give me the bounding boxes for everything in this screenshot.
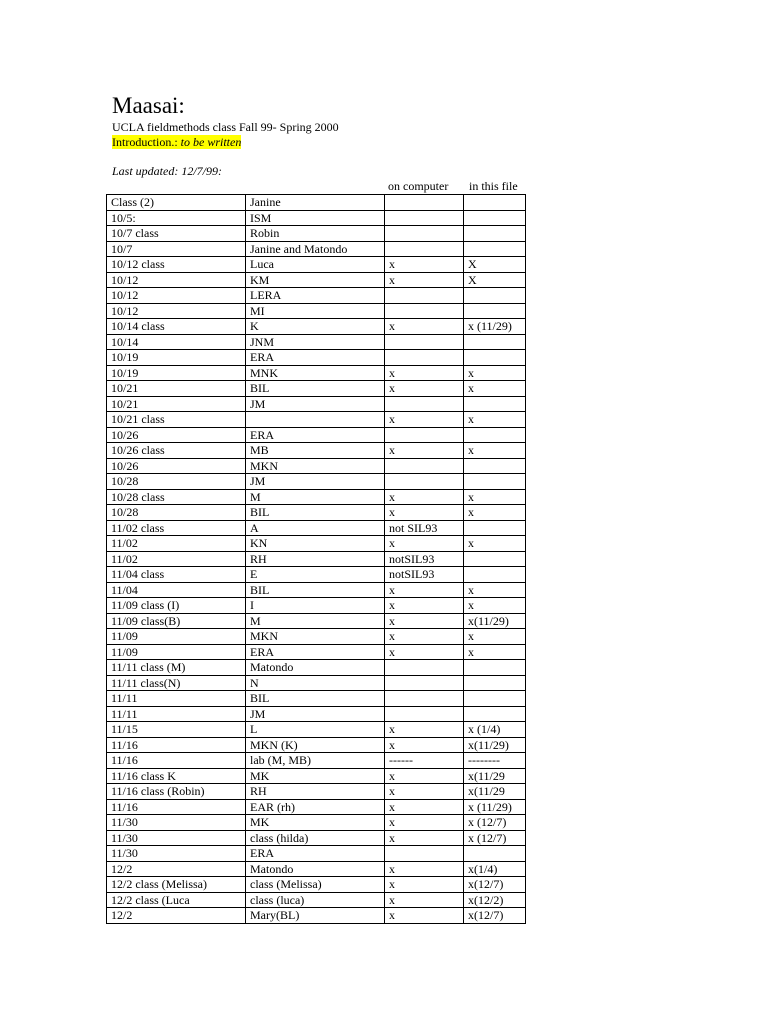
table-row	[107, 381, 526, 397]
in-this-file-cell: --------	[464, 753, 526, 769]
table-row	[107, 396, 526, 412]
date-cell: 11/11 class (M)	[107, 660, 246, 676]
in-this-file-cell	[464, 567, 526, 583]
speaker-cell: class (luca)	[246, 892, 385, 908]
speaker-cell: RH	[246, 784, 385, 800]
on-computer-cell: x	[385, 830, 464, 846]
on-computer-cell: x	[385, 582, 464, 598]
on-computer-cell: x	[385, 861, 464, 877]
on-computer-cell	[385, 846, 464, 862]
table-row	[107, 350, 526, 366]
on-computer-cell	[385, 303, 464, 319]
on-computer-cell	[385, 195, 464, 211]
in-this-file-cell	[464, 195, 526, 211]
in-this-file-cell: x	[464, 598, 526, 614]
speaker-cell: JM	[246, 474, 385, 490]
in-this-file-cell: x(11/29	[464, 768, 526, 784]
speaker-cell: KM	[246, 272, 385, 288]
table-row	[107, 288, 526, 304]
in-this-file-cell	[464, 474, 526, 490]
on-computer-cell	[385, 396, 464, 412]
on-computer-cell	[385, 458, 464, 474]
speaker-cell: Matondo	[246, 660, 385, 676]
date-cell: 10/28	[107, 505, 246, 521]
on-computer-cell	[385, 210, 464, 226]
speaker-cell: class (Melissa)	[246, 877, 385, 893]
date-cell: 10/14	[107, 334, 246, 350]
table-row	[107, 505, 526, 521]
on-computer-cell	[385, 226, 464, 242]
date-cell: 11/30	[107, 830, 246, 846]
in-this-file-cell: x	[464, 629, 526, 645]
table-row	[107, 675, 526, 691]
in-this-file-cell: x	[464, 582, 526, 598]
in-this-file-cell	[464, 241, 526, 257]
in-this-file-cell	[464, 660, 526, 676]
on-computer-cell	[385, 675, 464, 691]
speaker-cell: JM	[246, 706, 385, 722]
date-cell: 11/02	[107, 551, 246, 567]
on-computer-cell: x	[385, 629, 464, 645]
table-row	[107, 784, 526, 800]
on-computer-cell: x	[385, 365, 464, 381]
on-computer-cell: x	[385, 892, 464, 908]
in-this-file-cell: x (11/29)	[464, 319, 526, 335]
date-cell: 10/7	[107, 241, 246, 257]
on-computer-cell: x	[385, 319, 464, 335]
in-this-file-cell: x(11/29)	[464, 613, 526, 629]
table-row	[107, 846, 526, 862]
on-computer-cell	[385, 427, 464, 443]
speaker-cell: M	[246, 613, 385, 629]
in-this-file-cell	[464, 288, 526, 304]
table-row	[107, 412, 526, 428]
table-row	[107, 737, 526, 753]
on-computer-cell: x	[385, 737, 464, 753]
on-computer-cell: x	[385, 505, 464, 521]
date-cell: 11/11	[107, 691, 246, 707]
in-this-file-cell: x (12/7)	[464, 830, 526, 846]
table-row	[107, 644, 526, 660]
on-computer-cell: not SIL93	[385, 520, 464, 536]
in-this-file-cell	[464, 226, 526, 242]
date-cell: 11/02 class	[107, 520, 246, 536]
on-computer-cell	[385, 288, 464, 304]
in-this-file-cell: x	[464, 381, 526, 397]
speaker-cell: MKN (K)	[246, 737, 385, 753]
date-cell: 10/21	[107, 396, 246, 412]
on-computer-cell: x	[385, 908, 464, 924]
table-row	[107, 489, 526, 505]
date-cell: 12/2 class (Luca	[107, 892, 246, 908]
table-row	[107, 691, 526, 707]
date-cell: 10/12 class	[107, 257, 246, 273]
table-row	[107, 567, 526, 583]
date-cell: 11/09 class(B)	[107, 613, 246, 629]
speaker-cell: BIL	[246, 691, 385, 707]
in-this-file-cell: x (11/29)	[464, 799, 526, 815]
table-row	[107, 629, 526, 645]
table-row	[107, 660, 526, 676]
speaker-cell: class (hilda)	[246, 830, 385, 846]
speaker-cell: I	[246, 598, 385, 614]
on-computer-cell	[385, 474, 464, 490]
date-cell: 10/7 class	[107, 226, 246, 242]
speaker-cell: MK	[246, 815, 385, 831]
in-this-file-cell: X	[464, 257, 526, 273]
date-cell: 11/30	[107, 846, 246, 862]
speaker-cell: Robin	[246, 226, 385, 242]
on-computer-cell: x	[385, 272, 464, 288]
table-row	[107, 753, 526, 769]
in-this-file-cell	[464, 675, 526, 691]
on-computer-cell: x	[385, 722, 464, 738]
table-row	[107, 536, 526, 552]
in-this-file-cell: x(12/7)	[464, 908, 526, 924]
in-this-file-cell	[464, 350, 526, 366]
in-this-file-cell: x(12/7)	[464, 877, 526, 893]
date-cell: 10/14 class	[107, 319, 246, 335]
date-cell: 10/28	[107, 474, 246, 490]
table-row	[107, 551, 526, 567]
speaker-cell: MKN	[246, 458, 385, 474]
last-updated: Last updated: 12/7/99:	[112, 164, 222, 178]
in-this-file-cell: x	[464, 489, 526, 505]
table-row	[107, 706, 526, 722]
in-this-file-cell: x	[464, 412, 526, 428]
table-row	[107, 257, 526, 273]
speaker-cell: Luca	[246, 257, 385, 273]
table-row	[107, 613, 526, 629]
on-computer-cell: x	[385, 381, 464, 397]
speaker-cell: Janine and Matondo	[246, 241, 385, 257]
date-cell: 10/12	[107, 272, 246, 288]
session-log-body	[107, 195, 526, 924]
date-cell: 11/04 class	[107, 567, 246, 583]
speaker-cell: JM	[246, 396, 385, 412]
on-computer-cell	[385, 691, 464, 707]
in-this-file-cell	[464, 458, 526, 474]
table-row	[107, 210, 526, 226]
speaker-cell: BIL	[246, 505, 385, 521]
table-row	[107, 365, 526, 381]
date-cell: 10/5:	[107, 210, 246, 226]
in-this-file-cell	[464, 396, 526, 412]
speaker-cell: LERA	[246, 288, 385, 304]
date-cell: 11/16	[107, 753, 246, 769]
date-cell: 10/19	[107, 365, 246, 381]
speaker-cell: RH	[246, 551, 385, 567]
date-cell: 10/21	[107, 381, 246, 397]
on-computer-cell: x	[385, 799, 464, 815]
speaker-cell: EAR (rh)	[246, 799, 385, 815]
table-row	[107, 474, 526, 490]
on-computer-cell	[385, 350, 464, 366]
on-computer-cell: notSIL93	[385, 551, 464, 567]
in-this-file-cell: x(11/29	[464, 784, 526, 800]
date-cell: 11/16	[107, 799, 246, 815]
date-cell: 11/02	[107, 536, 246, 552]
table-row	[107, 427, 526, 443]
on-computer-cell: x	[385, 536, 464, 552]
in-this-file-cell: x	[464, 443, 526, 459]
table-row	[107, 722, 526, 738]
introduction-note: to be written	[180, 135, 242, 149]
date-cell: 12/2	[107, 908, 246, 924]
on-computer-cell: x	[385, 877, 464, 893]
date-cell: 10/12	[107, 288, 246, 304]
speaker-cell: JNM	[246, 334, 385, 350]
date-cell: 11/09	[107, 629, 246, 645]
date-cell: 11/30	[107, 815, 246, 831]
speaker-cell	[246, 412, 385, 428]
table-row	[107, 892, 526, 908]
speaker-cell: MKN	[246, 629, 385, 645]
table-row	[107, 319, 526, 335]
speaker-cell: BIL	[246, 381, 385, 397]
on-computer-cell: x	[385, 644, 464, 660]
in-this-file-cell: x(1/4)	[464, 861, 526, 877]
in-this-file-cell	[464, 846, 526, 862]
table-row	[107, 768, 526, 784]
speaker-cell: E	[246, 567, 385, 583]
speaker-cell: K	[246, 319, 385, 335]
on-computer-cell: x	[385, 768, 464, 784]
date-cell: 11/11 class(N)	[107, 675, 246, 691]
speaker-cell: ISM	[246, 210, 385, 226]
date-cell: 10/26	[107, 458, 246, 474]
on-computer-cell: x	[385, 443, 464, 459]
document-subtitle: UCLA fieldmethods class Fall 99- Spring 2000	[112, 120, 339, 134]
on-computer-cell: x	[385, 613, 464, 629]
date-cell: 11/04	[107, 582, 246, 598]
table-row	[107, 334, 526, 350]
speaker-cell: N	[246, 675, 385, 691]
on-computer-cell: x	[385, 489, 464, 505]
date-cell: 11/16 class (Robin)	[107, 784, 246, 800]
on-computer-cell: x	[385, 598, 464, 614]
date-cell: 10/26	[107, 427, 246, 443]
date-cell: 11/15	[107, 722, 246, 738]
on-computer-cell	[385, 334, 464, 350]
date-cell: 11/11	[107, 706, 246, 722]
date-cell: Class (2)	[107, 195, 246, 211]
speaker-cell: ERA	[246, 350, 385, 366]
in-this-file-cell	[464, 691, 526, 707]
table-row	[107, 877, 526, 893]
on-computer-cell: x	[385, 815, 464, 831]
column-header-in-this-file: in this file	[469, 179, 518, 193]
in-this-file-cell: x (1/4)	[464, 722, 526, 738]
on-computer-cell: ------	[385, 753, 464, 769]
in-this-file-cell: x	[464, 505, 526, 521]
date-cell: 11/16	[107, 737, 246, 753]
speaker-cell: MB	[246, 443, 385, 459]
table-row	[107, 908, 526, 924]
table-row	[107, 830, 526, 846]
speaker-cell: A	[246, 520, 385, 536]
in-this-file-cell: x	[464, 365, 526, 381]
speaker-cell: MNK	[246, 365, 385, 381]
date-cell: 12/2 class (Melissa)	[107, 877, 246, 893]
in-this-file-cell: x	[464, 644, 526, 660]
on-computer-cell: x	[385, 257, 464, 273]
speaker-cell: Janine	[246, 195, 385, 211]
date-cell: 10/19	[107, 350, 246, 366]
table-row	[107, 582, 526, 598]
table-row	[107, 443, 526, 459]
on-computer-cell: x	[385, 784, 464, 800]
table-row	[107, 226, 526, 242]
document-title: Maasai:	[112, 93, 185, 118]
on-computer-cell: x	[385, 412, 464, 428]
speaker-cell: ERA	[246, 846, 385, 862]
table-row	[107, 195, 526, 211]
in-this-file-cell	[464, 706, 526, 722]
date-cell: 11/09 class (I)	[107, 598, 246, 614]
speaker-cell: MI	[246, 303, 385, 319]
table-row	[107, 598, 526, 614]
session-log-table	[106, 194, 526, 924]
in-this-file-cell	[464, 303, 526, 319]
column-header-on-computer: on computer	[388, 179, 449, 193]
speaker-cell: M	[246, 489, 385, 505]
in-this-file-cell: x(12/2)	[464, 892, 526, 908]
in-this-file-cell: x(11/29)	[464, 737, 526, 753]
in-this-file-cell	[464, 520, 526, 536]
table-row	[107, 815, 526, 831]
date-cell: 10/21 class	[107, 412, 246, 428]
in-this-file-cell: x	[464, 536, 526, 552]
table-row	[107, 272, 526, 288]
speaker-cell: ERA	[246, 427, 385, 443]
date-cell: 10/26 class	[107, 443, 246, 459]
date-cell: 10/28 class	[107, 489, 246, 505]
on-computer-cell	[385, 660, 464, 676]
speaker-cell: MK	[246, 768, 385, 784]
in-this-file-cell	[464, 427, 526, 443]
on-computer-cell: notSIL93	[385, 567, 464, 583]
table-row	[107, 799, 526, 815]
table-row	[107, 241, 526, 257]
date-cell: 11/16 class K	[107, 768, 246, 784]
speaker-cell: Mary(BL)	[246, 908, 385, 924]
speaker-cell: L	[246, 722, 385, 738]
speaker-cell: lab (M, MB)	[246, 753, 385, 769]
speaker-cell: BIL	[246, 582, 385, 598]
on-computer-cell	[385, 241, 464, 257]
date-cell: 10/12	[107, 303, 246, 319]
in-this-file-cell: x (12/7)	[464, 815, 526, 831]
in-this-file-cell	[464, 334, 526, 350]
table-row	[107, 458, 526, 474]
in-this-file-cell: X	[464, 272, 526, 288]
date-cell: 11/09	[107, 644, 246, 660]
table-row	[107, 861, 526, 877]
introduction-line	[112, 135, 241, 149]
in-this-file-cell	[464, 551, 526, 567]
in-this-file-cell	[464, 210, 526, 226]
introduction-label: Introduction.:	[112, 135, 178, 149]
date-cell: 12/2	[107, 861, 246, 877]
on-computer-cell	[385, 706, 464, 722]
table-row	[107, 303, 526, 319]
speaker-cell: ERA	[246, 644, 385, 660]
table-row	[107, 520, 526, 536]
speaker-cell: KN	[246, 536, 385, 552]
speaker-cell: Matondo	[246, 861, 385, 877]
